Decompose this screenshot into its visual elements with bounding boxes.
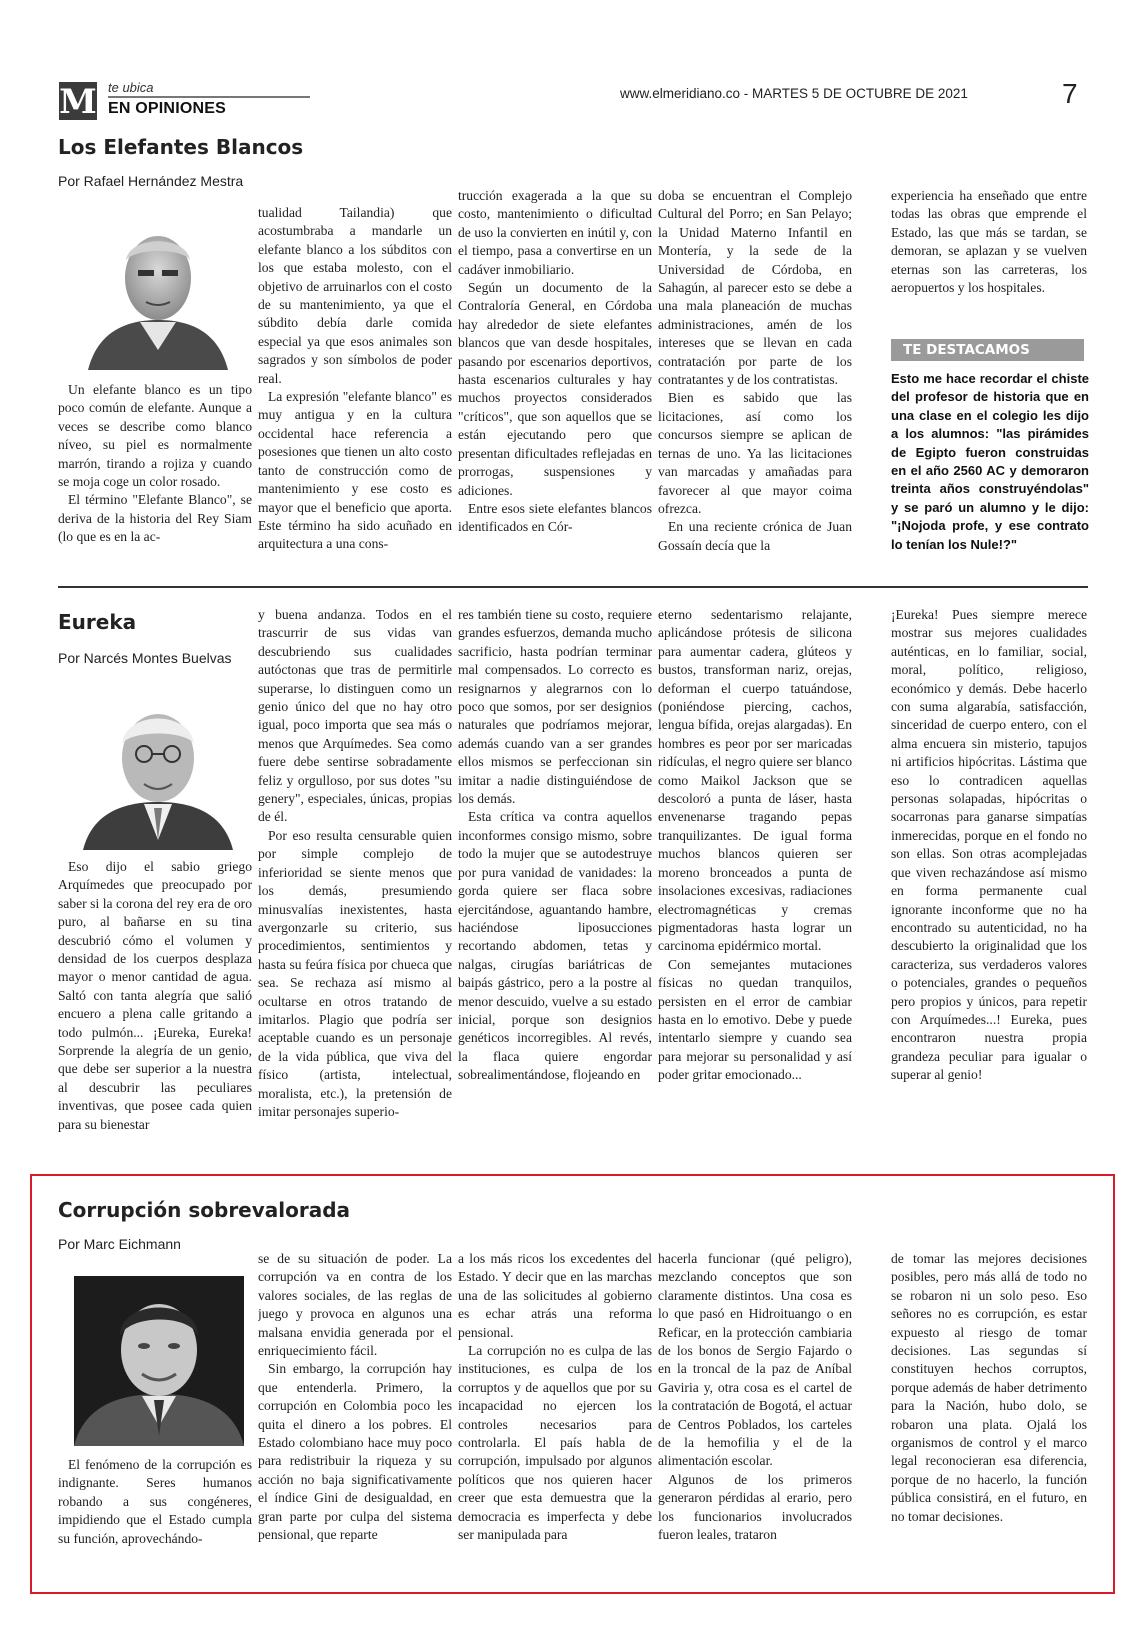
article-column-1 [58, 381, 252, 561]
paragraph: Esta crítica va contra aquellos inconformes consigo mismo, sobre todo la mujer que se autodestruye por pura vanidad de vanidades: la gorda quiere ser flaca sobre ejercitándose, aguantando hambre, haciéndose liposucciones recortando abdomen, tetas y nalgas, cirugías bariátricas de baipás gástrico, pero a la postre al menor descuido, vuelve a su estado inicial, porque son designios genéticos incorregibles. Al revés, la flaca quiere engordar sobrealimentándose, flojeando en [458, 809, 652, 1083]
paragraph: ¡Eureka! Pues siempre merece mostrar sus mejores cualidades auténticas, en lo familiar, social, moral, político, religioso, económico y demás. Debe hacerlo con suma algarabía, satisfacción, sinceridad de cuerpo entero, con el alma encuera sin misterio, tapujos ni artificios hipócritas. Lástima que eso lo contradicen aquellas personas solapadas, hipócritas o socarronas para ganarse simpatías inmerecidas, porque en el fondo no son ellas. Son otras acomplejadas que viven rechazándose así mismo en forma permanente cual ignorante inconforme que no ha encontrado su autenticidad, no ha descubierto la originalidad que los caracteriza, sus verdaderos valores o potenciales, grandes o pequeños pero propios y únicos, para repetir con Arquímedes...! Eureka, pues encontraron nuestra propia grandeza peculiar para igualar o superar al genio! [891, 607, 1087, 1083]
article-column-3 [458, 606, 652, 1136]
paragraph: El término "Elefante Blanco", se deriva de la historia del Rey Siam (lo que es en la ac- [58, 492, 252, 545]
article-column-5 [891, 1250, 1087, 1560]
paragraph: hacerla funcionar (qué peligro), mezclando conceptos que son claramente distintos. Una cosa es lo que pasó en Hidroituango o en Reficar, en la protección cambiaria de los bonos de Sergio Fajardo o en la troncal de la paz de Aníbal Gaviria y, otra cosa es el cartel de la contratación de Bogotá, el actuar de Centros Poblados, los carteles de la hemofilia y el de la alimentación escolar. [658, 1251, 852, 1469]
section-divider [58, 586, 1088, 588]
article-column-2 [258, 1250, 452, 1560]
paragraph: El fenómeno de la corrupción es indignante. Seres humanos robando a sus congéneres, impidiendo que el Estado cumpla su función, aprovechándo- [58, 1457, 252, 1546]
te-ubica-label: te ubica [108, 80, 154, 95]
article-column-1 [58, 858, 252, 1133]
paragraph: Bien es sabido que las licitaciones, así como los concursos siempre se aplican de ternas de uno. Ya las licitaciones van marcadas y amañadas para favorecer al que mayor coima ofrezca. [658, 390, 852, 516]
highlight-box [891, 339, 1089, 554]
paragraph: Algunos de los primeros generaron pérdidas al erario, pero los funcionarios involucrados fueron leales, trataron [658, 1471, 852, 1543]
paragraph: a los más ricos los excedentes del Estado. Y decir que en las marchas una de las solicitudes al gobierno es echar atrás una reforma pensional. [458, 1251, 652, 1340]
paragraph: Un elefante blanco es un tipo poco común de elefante. Aunque a veces se describe como blanco níveo, su piel es normalmente marrón, tirando a rojiza y cuando se moja coge un color rosado. [58, 382, 252, 490]
paragraph: Con semejantes mutaciones físicas no quedan tranquilos, persisten en el error de cambiar hasta en lo emotivo. Debe y puede intentarlo siempre y cuando sea para mejorar su personalidad y así poder gritar emocionado... [658, 956, 852, 1083]
article-column-4 [658, 187, 852, 565]
article-column-3 [458, 1250, 652, 1560]
article-column-4 [658, 606, 852, 1136]
article-eureka [58, 607, 1088, 1170]
article-column-5 [891, 606, 1087, 1136]
highlight-title: TE DESTACAMOS [891, 339, 1084, 361]
article-byline: Por Narcés Montes Buelvas [58, 650, 232, 666]
paragraph: doba se encuentran el Complejo Cultural del Porro; en San Pelayo; la Unidad Materno Infantil en Montería, y la sede de la Universidad de Córdoba, en Sahagún, al parecer esto se debe a una mala planeación de muchas administraciones, amén de los intereses que se llevan en cada contratación por parte de los contratantes y de los contratistas. [658, 188, 852, 388]
paragraph: se de su situación de poder. La corrupción va en contra de los valores sociales, de las reglas de juego y provoca en algunos una malsana envidia generada por el enriquecimiento fácil. [258, 1251, 452, 1359]
article-byline: Por Marc Eichmann [58, 1236, 181, 1252]
page-number: 7 [1062, 78, 1078, 109]
article-title: Los Elefantes Blancos [58, 135, 304, 159]
paragraph: res también tiene su costo, requiere grandes esfuerzos, demanda mucho sacrificio, hasta podrían terminar mal compensados. Lo correcto es resignarnos y alegrarnos con lo poco que somos, por ser designios naturales que podríamos mejorar, además cuando van a ser grandes ellos mismos se perfeccionan sin imitar a nadie distinguiéndose de los demás. [458, 607, 652, 807]
paragraph: Por eso resulta censurable quien por simple complejo de inferioridad se siente menos que los demás, presumiendo minusvalías inexistentes, hasta avergonzarle su criterio, sus procedimientos, sentimientos y hasta su feúra física por chueca que sea. Se rechaza así mismo al ocultarse en otros tratando de imitarlos. Plagio que podría ser aceptable cuando es un personaje de la vida pública, que viva del físico (artista, intelectual, moralista, etc.), la pretensión de imitar personajes superio- [258, 827, 452, 1119]
section-label: EN OPINIONES [108, 100, 226, 117]
highlight-text: Esto me hace recordar el chiste del profesor de historia que en una clase en el colegio les dijo a los alumnos: "las pirámides de Egipto fueron construidas en el año 2560 AC y demoraron treinta años construyéndolas" y se paró un alumno y le dijo: "¡Nojoda profe, y ese contrato lo tenían los Nule!?" [891, 371, 1089, 552]
paragraph: eterno sedentarismo relajante, aplicándose prótesis de silicona para aumentar cadera, glúteos y bustos, transforman nariz, orejas, deforman el cuerpo tatuándose, (poniéndose piercing, cachos, lengua bífida, orejas alargadas). En hombres es peor por ser maricadas ridículas, el negro quiere ser blanco como Maikol Jackson que se descoloró a punta de láser, hasta envenenarse tragando pepas tranquilizantes. De igual forma muchos blancos quieren ser moreno bronceados a punta de insolaciones excesivas, radiaciones electromagnéticas y cremas pigmentadoras hasta lograr un carcinoma epidérmico mortal. [658, 607, 852, 954]
article-column-4 [658, 1250, 852, 1560]
paragraph: experiencia ha enseñado que entre todas las obras que emprende el Estado, las que más se tardan, se demoran, se aplazan y se vuelven eternas son las carreteras, los aeropuertos y los hospitales. [891, 188, 1087, 296]
author-photo [78, 690, 238, 850]
article-title: Eureka [58, 610, 137, 634]
dateline: www.elmeridiano.co - MARTES 5 DE OCTUBRE DE 2021 [620, 86, 968, 101]
paragraph: trucción exagerada a la que su costo, mantenimiento o dificultad de uso la convierten en inútil y, con el tiempo, pasa a convertirse en un cadáver inmobiliario. [458, 188, 652, 277]
paragraph: Según un documento de la Contraloría General, en Córdoba hay alrededor de siete elefantes blancos que van desde hospitales, pasando por escenarios deportivos, hasta escenarios culturales y hay muchos proyectos considerados "críticos", que son aquellos que se están ejecutando pero que presentan dificultades reflejadas en prorrogas, suspensiones y adiciones. [458, 280, 652, 498]
newspaper-logo: M [59, 82, 97, 122]
author-photo [78, 210, 238, 370]
paragraph: Sin embargo, la corrupción hay que entenderla. Primero, la corrupción en Colombia poco les quita el dinero a los pobres. El Estado colombiano hace muy poco para redistribuir la riqueza y su acción no baja significativamente el índice Gini de desigualdad, en gran parte por culpa del sistema pensional, que reparte [258, 1361, 452, 1543]
article-column-5 [891, 187, 1087, 317]
paragraph: Entre esos siete elefantes blancos identificados en Cór- [458, 500, 652, 535]
article-column-3 [458, 187, 652, 565]
paragraph: En una reciente crónica de Juan Gossaín decía que la [658, 519, 852, 553]
article-title: Corrupción sobrevalorada [58, 1198, 351, 1222]
article-corrupcion-sobrevalorada [58, 1198, 1088, 1578]
paragraph: y buena andanza. Todos en el trascurrir de sus vidas van descubriendo sus cualidades autóctonas que tras de permitirle superarse, lo distinguen como un genio único del que no hay otro igual, poco importa que sea más o menos que Arquímedes. Sea como fuere debe sentirse sobradamente feliz y orgulloso, por sus dotes "su genery", especiales, únicas, propias de él. [258, 607, 452, 825]
article-column-1 [58, 1456, 252, 1556]
author-photo [74, 1276, 244, 1446]
article-byline: Por Rafael Hernández Mestra [58, 173, 244, 189]
header-rule [108, 96, 310, 98]
paragraph: Eso dijo el sabio griego Arquímedes que preocupado por saber si la corona del rey era de oro puro, al bañarse en su tina descubrió cómo el volumen y densidad de los cuerpos desplaza mayor o menor cantidad de agua. Saltó con tanta alegría que salió encuero a plena calle gritando a todo pulmón... ¡Eureka, Eureka! Sorprende la alegría de un genio, que debe ser superior a la nuestra al descubrir las peculiares inventivas, que posee cada quien para su bienestar [58, 859, 252, 1132]
article-column-2 [258, 204, 452, 564]
paragraph: tualidad Tailandia) que acostumbraba a mandarle un elefante blanco a los súbditos con los que estaba molesto, con el objetivo de arruinarlos con el costo de su mantenimiento, ya que el súbdito debía darle comida especial ya que esos animales son sagrados y son símbolos de poder real. [258, 205, 452, 386]
paragraph: La expresión "elefante blanco" es muy antigua y en la cultura occidental hace referencia a posesiones que tienen un alto costo tanto de construcción como de mantenimiento y ese costo es mayor que el beneficio que aporta. Este término ha sido acuñado en arquitectura a una cons- [258, 389, 452, 552]
paragraph: de tomar las mejores decisiones posibles, pero más allá de todo no se robaron ni un solo peso. Eso señores no es corrupción, es estar expuesto al riesgo de tomar decisiones. Las segundas sí constituyen hechos corruptos, porque además de haber detrimento para la Nación, hubo dolo, se robaron una plata. Ojalá los organismos de control y el marco legal reconocieran esa diferencia, porque de no hacerlo, la función pública consistirá, en el futuro, en no tomar decisiones. [891, 1251, 1087, 1524]
article-column-2 [258, 606, 452, 1136]
paragraph: La corrupción no es culpa de las instituciones, es culpa de los corruptos y de aquellos que por su incapacidad no ejercen los controles necesarios para controlarla. El país habla de corrupción, impulsado por algunos políticos que nos quieren hacer creer que esta demuestra que la democracia es imperfecta y debe ser manipulada para [458, 1343, 652, 1543]
